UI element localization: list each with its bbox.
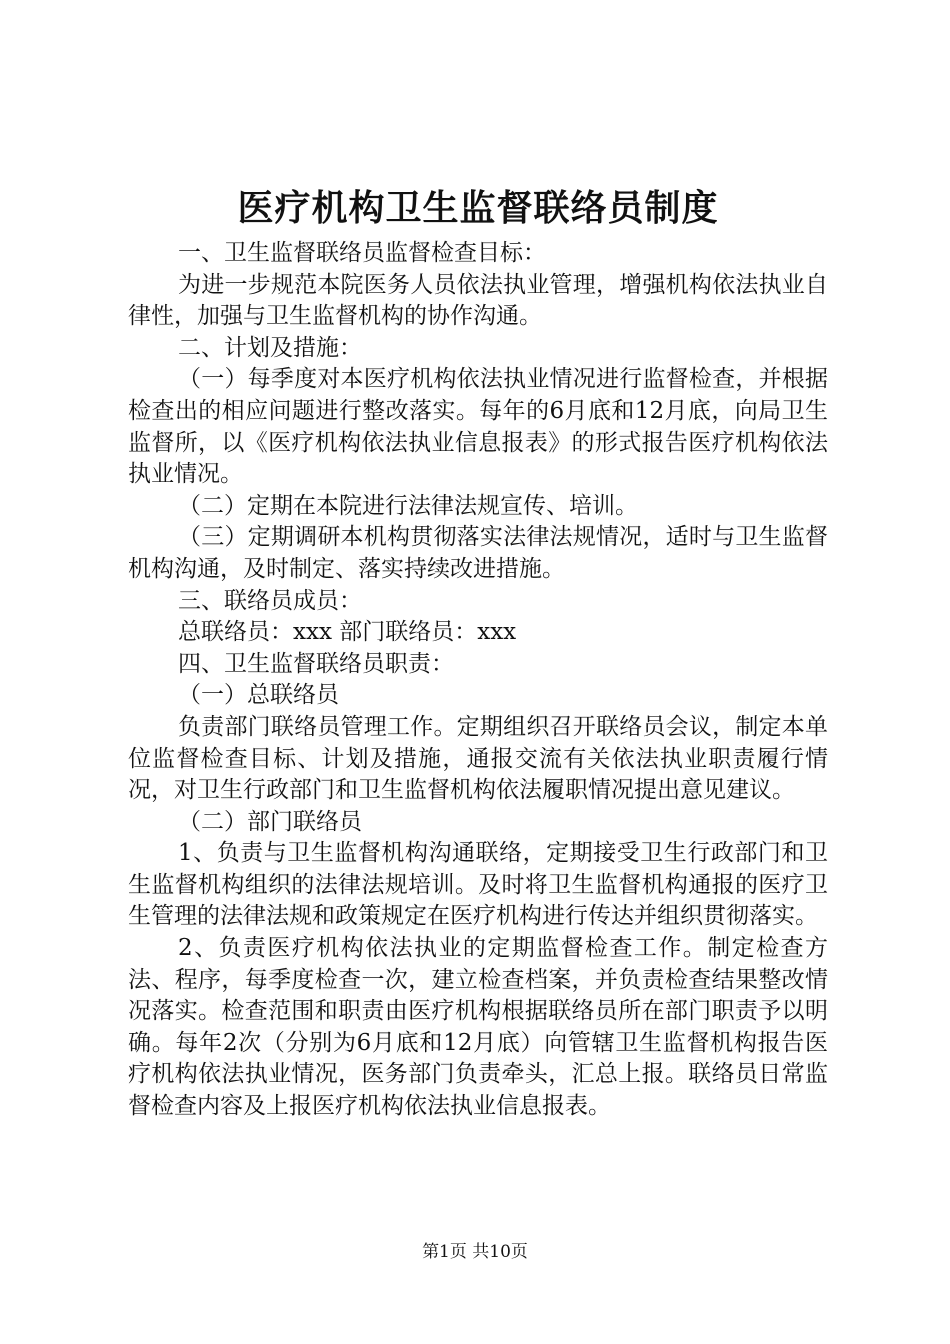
paragraph-chief-duties: 负责部门联络员管理工作。定期组织召开联络员会议，制定本单位监督检查目标、计划及措施，通报交流有关依法执业职责履行情况，对卫生行政部门和卫生监督机构依法履职情况提出意见建议。 bbox=[128, 713, 828, 804]
paragraph-department-duty-2: 2、负责医疗机构依法执业的定期监督检查工作。制定检查方法、程序，每季度检查一次，建立检查档案，并负责检查结果整改情况落实。检查范围和职责由医疗机构根据联络员所在部门职责予以明确。每年2次（分别为6月底和12月底）向管辖卫生监督机构报告医疗机构依法执业情况，医务部门负责牵头，汇总上报。联络员日常监督检查内容及上报医疗机构依法执业信息报表。 bbox=[128, 935, 828, 1120]
paragraph-members: 总联络员：xxx 部门联络员：xxx bbox=[178, 619, 517, 646]
section-heading-4: 四、卫生监督联络员职责： bbox=[178, 650, 454, 677]
subsection-heading-department: （二）部门联络员 bbox=[178, 808, 362, 835]
paragraph-measure-2: （二）定期在本院进行法律法规宣传、培训。 bbox=[178, 492, 638, 519]
document-title: 医疗机构卫生监督联络员制度 bbox=[237, 187, 719, 229]
subsection-heading-chief: （一）总联络员 bbox=[178, 682, 339, 709]
section-heading-3: 三、联络员成员： bbox=[178, 587, 362, 614]
document-page bbox=[128, 180, 828, 1123]
paragraph-measure-3: （三）定期调研本机构贯彻落实法律法规情况，适时与卫生监督机构沟通，及时制定、落实持续改进措施。 bbox=[128, 524, 828, 582]
section-heading-1: 一、卫生监督联络员监督检查目标： bbox=[178, 240, 546, 266]
paragraph-objective: 为进一步规范本院医务人员依法执业管理，增强机构依法执业自律性，加强与卫生监督机构的协作沟通。 bbox=[128, 271, 828, 330]
paragraph-department-duty-1: 1、负责与卫生监督机构沟通联络，定期接受卫生行政部门和卫生监督机构组织的法律法规培训。及时将卫生监督机构通报的医疗卫生管理的法律法规和政策规定在医疗机构进行传达并组织贯彻落实。 bbox=[128, 840, 828, 930]
paragraph-measure-1: （一）每季度对本医疗机构依法执业情况进行监督检查，并根据检查出的相应问题进行整改落实。每年的6月底和12月底，向局卫生监督所，以《医疗机构依法执业信息报表》的形式报告医疗机构依法执业情况。 bbox=[128, 366, 828, 488]
page-number: 第1页 共10页 bbox=[422, 1242, 528, 1262]
section-heading-2: 二、计划及措施： bbox=[178, 334, 362, 361]
